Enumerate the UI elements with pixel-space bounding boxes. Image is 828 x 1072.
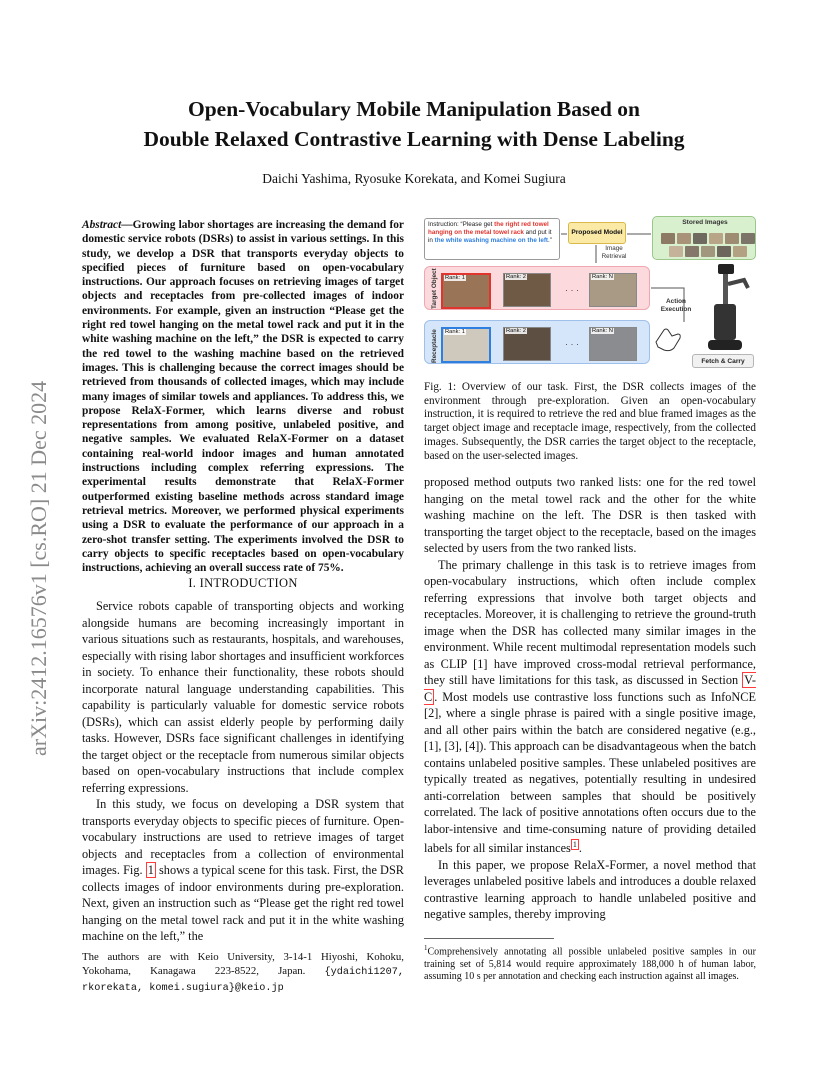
instruction-target-text: the right red towel hanging on the metal towel rack: [428, 221, 549, 237]
right-column-body: [424, 474, 756, 923]
figure-1-caption: Fig. 1: Overview of our task. First, the DSR collects images of the environment through pre-exploration. Given an open-vocabulary instruction, it is required to retrieve the red and blue framed images as the target object image and receptacle image, respectively, from the collected images. Subsequently, the DSR carries the target object to the receptacle, based on the user-selected images.: [424, 381, 756, 462]
author-emails: {ydaichi1207, rkorekata, komei.sugiura}@keio.jp: [82, 967, 405, 994]
pointing-hand-icon: [652, 320, 684, 354]
rank-label: Rank: 2: [506, 328, 526, 334]
arxiv-stamp-svg: [6, 260, 56, 760]
image-retrieval-label: Image Retrieval: [601, 245, 627, 260]
right-p2-text-a: The primary challenge in this task is to retrieve images from open-vocabulary instructions, which often include complex referring expressions that involve both target objects and receptacles. Moreover, it is challenging to retrieve the ground-truth image when the DSR has collected many similar images in the environment. While recent multimodal representation models such as CLIP [1] have improved cross-modal retrieval performance, they still have limitations for this task, as discussed in Section: [424, 557, 756, 687]
instruction-box: [424, 218, 560, 260]
ellipsis: · · ·: [565, 285, 579, 295]
stored-thumb: [701, 246, 715, 257]
robot-icon: [696, 260, 754, 354]
instruction-mid: and put it in: [428, 229, 552, 245]
stored-thumb: [661, 233, 675, 244]
stored-thumb: [733, 246, 747, 257]
fetch-carry-label: Fetch & Carry: [692, 354, 754, 368]
intro-body: [82, 598, 404, 945]
right-p2-text-c: .: [578, 841, 582, 856]
stored-images-label: Stored Images: [682, 219, 728, 226]
proposed-model-box: Proposed Model: [568, 222, 626, 244]
figure-1: [424, 216, 756, 372]
right-paragraph-2: [424, 557, 756, 857]
footnote-1: [424, 942, 756, 984]
rank-label: Rank: 2: [506, 274, 526, 280]
affiliation-footnote: [82, 950, 404, 996]
intro-paragraph-2: [82, 796, 404, 945]
rank-label: Rank: 1: [445, 329, 465, 335]
stored-thumb: [709, 233, 723, 244]
target-row-text: Target Object: [431, 268, 438, 309]
title-line-1: Open-Vocabulary Mobile Manipulation Based on: [188, 97, 640, 121]
footnote-mark: 1: [424, 944, 428, 952]
abstract-text: Growing labor shortages are increasing the demand for domestic service robots (DSRs) to assist in various settings. In this study, we develop a DSR that transports everyday objects to specified pieces of furniture based on open-vocabulary instructions. Our approach focuses on retrieving images of target objects and receptacles from pre-collected images of indoor environments. For example, given an instruction “Please get the right red towel hanging on the metal towel rack and put it in the white washing machine on the left,” the DSR is expected to carry the red towel to the washing machine based on the retrieved images. This is challenging because the correct images should be retrieved from thousands of collected images, which may include many images of similar towels and appliances. To address this, we propose RelaX-Former, which learns diverse and robust representations from among positive, unlabeled positive, and negative samples. We evaluated RelaX-Former on a dataset containing real-world indoor images and human annotated instructions including complex referring expressions. The experimental results demonstrate that RelaX-Former outperformed existing baseline methods across standard image retrieval metrics. Moreover, we performed physical experiments using a DSR to evaluate the performance of our approach in a zero-shot transfer setting. The experiments involved the DSR to carry objects to specific receptacles based on open-vocabulary instructions, achieving an overall success rate of 75%.: [82, 219, 404, 575]
target-candidate-rank-1: [441, 273, 491, 309]
authors: Daichi Yashima, Ryosuke Korekata, and Komei Sugiura: [262, 171, 566, 186]
receptacle-row-label-svg: [427, 321, 439, 365]
right-paragraph-3: In this paper, we propose RelaX-Former, a novel method that leverages unlabeled positive labels and introduces a double relaxed contrastive learning approach to handle unlabeled positive and negative samples, thereby improving: [424, 857, 756, 922]
right-p2-text-b: . Most models use contrastive loss functions such as InfoNCE [2], where a single phrase is paired with a single positive image, and all other pairs within the batch are considered negative (e.g., [1], [3], [4]). This approach can be disadvantageous when the batch contains unlabeled positive samples. These unlabeled positives are typically treated as negatives, potentially resulting in undesired anti-correlation between samples that should be positively correlated. The lack of positive annotations often occurs due to the labor-intensive and time-consuming nature of providing detailed labels for all similar instances: [424, 689, 757, 856]
abstract-dash: —: [121, 219, 133, 231]
target-row-label-svg: [427, 267, 439, 311]
abstract-lead: Abstract: [82, 219, 122, 231]
stored-thumb: [725, 233, 739, 244]
footnote-ref-link[interactable]: 1: [572, 840, 577, 849]
section-heading-introduction: I. INTRODUCTION: [188, 576, 298, 590]
title-line-2: Double Relaxed Contrastive Learning with Dense Labeling: [143, 127, 685, 151]
target-object-row: [424, 266, 650, 310]
target-row-label: [427, 267, 439, 311]
target-candidate-rank-n: [589, 273, 637, 307]
arxiv-id: arXiv:2412.16576v1 [cs.RO] 21 Dec 2024: [26, 380, 51, 756]
stored-thumb: [741, 233, 755, 244]
paper-title: [80, 94, 748, 154]
receptacle-row: [424, 320, 650, 364]
receptacle-candidate-rank-1: [441, 327, 491, 363]
section-ref-link[interactable]: V-C: [424, 673, 756, 704]
abstract: [82, 218, 404, 575]
instruction-receptacle-text: the white washing machine on the left: [434, 237, 549, 245]
target-candidate-rank-2: [503, 273, 551, 307]
action-execution-label: Action Execution: [660, 298, 692, 313]
arxiv-stamp: [6, 260, 56, 760]
right-paragraph-1: proposed method outputs two ranked lists: one for the red towel hanging on the metal towel rack and the other for the white washing machine on the left. The DSR is then tasked with transporting the target object to the receptacle, based on the images selected by users from the two ranked lists.: [424, 475, 756, 555]
rank-label: Rank: N: [592, 274, 613, 280]
receptacle-candidate-rank-2: [503, 327, 551, 361]
intro-p2-text-b: shows a typical scene for this task. First, the DSR collects images of indoor environments during pre-exploration. Next, given an instruction such as “Please get the right red towel hanging on the metal towel rack and put it in the white washing machine on the left,” the: [82, 863, 404, 943]
figure-ref-link[interactable]: 1: [147, 863, 154, 877]
affiliation-text: The authors are with Keio University, 3-14-1 Hiyoshi, Kohoku, Yokohama, Kanagawa 223-8522, Japan.: [82, 951, 404, 977]
footnote-rule: [424, 938, 554, 939]
intro-p2-text-a: In this study, we focus on developing a DSR system that transports everyday objects to specific pieces of furniture. Open-vocabulary instructions are used to retrieve images of target objects and receptacles from a collection of environmental images. Fig.: [82, 797, 404, 877]
stored-images-box: [652, 216, 756, 260]
rank-label: Rank: N: [592, 328, 613, 334]
stored-thumb: [677, 233, 691, 244]
receptacle-row-label: [427, 321, 439, 365]
stored-thumb: [717, 246, 731, 257]
stored-thumb: [685, 246, 699, 257]
receptacle-candidate-rank-n: [589, 327, 637, 361]
stored-thumb: [669, 246, 683, 257]
footnote-1-text: Comprehensively annotating all possible unlabeled positive samples in our training set of 5,814 would require approximately 188,000 h of human labor, assuming 10 s per annotation and checking each instruction against all images.: [424, 946, 756, 983]
instruction-prefix: Instruction: “Please get: [428, 221, 495, 228]
instruction-suffix: .”: [548, 237, 552, 245]
receptacle-row-text: Receptacle: [431, 329, 438, 363]
rank-label: Rank: 1: [445, 275, 465, 281]
stored-thumb: [693, 233, 707, 244]
intro-paragraph-1: Service robots capable of transporting objects and working alongside humans are becoming increasingly important in various situations such as restaurants, hospitals, and warehouses, especially with rising labor shortages and insufficient workforces in society. To enhance their functionality, these robots should incorporate natural language understanding capabilities. This capability is particularly valuable for domestic service robots (DSRs), which can assist elderly people by performing daily tasks. However, DSRs face significant challenges in identifying the target object or the receptacle from numerous similar objects based on open-vocabulary instructions that include complex referring expressions.: [82, 599, 404, 795]
ellipsis: · · ·: [565, 339, 579, 349]
